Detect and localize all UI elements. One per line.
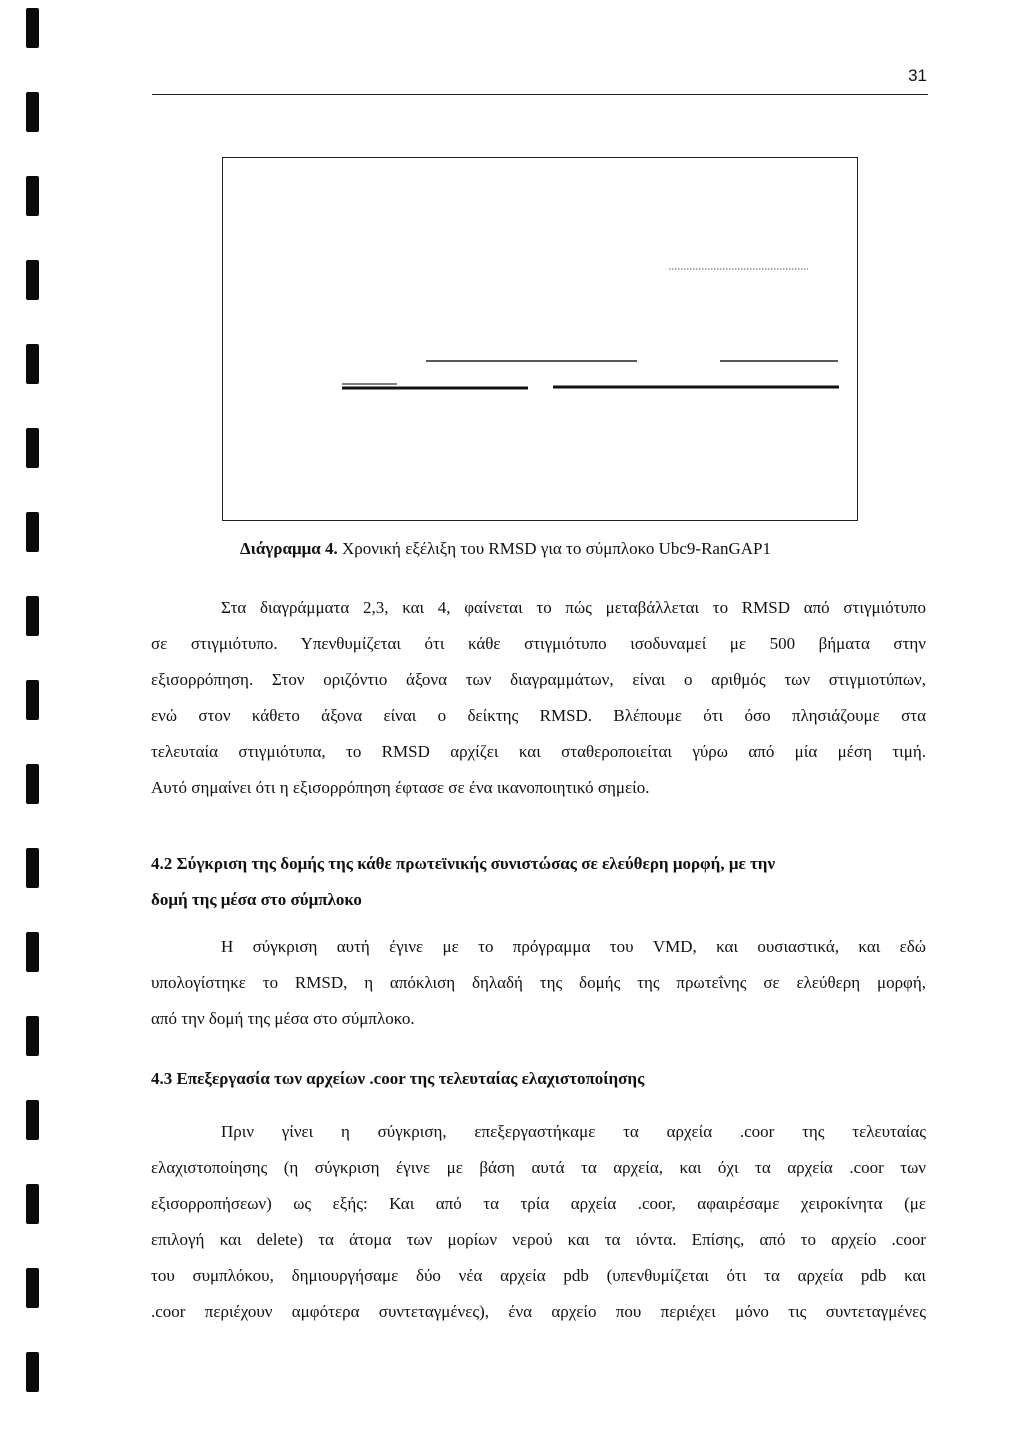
section-number: 4.3: [151, 1069, 173, 1088]
section-title-line1: Σύγκριση της δομής της κάθε πρωτεϊνικής συνιστώσας σε ελεύθερη μορφή, με την: [176, 854, 776, 873]
paragraph-line: Αυτό σημαίνει ότι η εξισορρόπηση έφτασε σε ένα ικανοποιητικό σημείο.: [151, 778, 650, 797]
section-4-3-heading: [151, 1061, 926, 1097]
header-rule: [152, 94, 928, 95]
caption-label: Διάγραμμα 4.: [240, 539, 338, 558]
paragraph-line: εξισορρόπηση. Στον οριζόντιο άξονα των διαγραμμάτων, είναι ο αριθμός των στιγμιοτύπων,: [151, 670, 926, 689]
binding-hole: [26, 512, 39, 552]
paragraph-line: εξισορροπήσεων) ως εξής: Και από τα τρία αρχεία .coor, αφαιρέσαμε χειροκίνητα (με: [151, 1194, 926, 1213]
binding-hole: [26, 680, 39, 720]
binding-hole: [26, 764, 39, 804]
figure-frame: [222, 157, 858, 521]
paragraph-vmd-comparison: [151, 929, 926, 1037]
paragraph-line: Στα διαγράμματα 2,3, και 4, φαίνεται το πώς μεταβάλλεται το RMSD από στιγμιότυπο: [221, 598, 926, 617]
binding-hole: [26, 1352, 39, 1392]
section-number: 4.2: [151, 854, 173, 873]
heading-line: [151, 1061, 926, 1097]
section-title: Επεξεργασία των αρχείων .coor της τελευταίας ελαχιστοποίησης: [176, 1069, 645, 1088]
binding-hole: [26, 428, 39, 468]
paragraph-line: .coor περιέχουν αμφότερα συντεταγμένες), ένα αρχείο που περιέχει μόνο τις συντεταγμένες: [151, 1302, 926, 1321]
paragraph-line: ελαχιστοποίησης (η σύγκριση έγινε με βάση αυτά τα αρχεία, και όχι τα αρχεία .coor των: [151, 1158, 926, 1177]
binding-hole: [26, 932, 39, 972]
paragraph-line: σε στιγμιότυπο. Υπενθυμίζεται ότι κάθε στιγμιότυπο ισοδυναμεί με 500 βήματα στην: [151, 634, 926, 653]
binding-hole: [26, 1100, 39, 1140]
binding-hole: [26, 1268, 39, 1308]
paragraph-line: από την δομή της μέσα στο σύμπλοκο.: [151, 1009, 415, 1028]
caption-text: Χρονική εξέλιξη του RMSD για το σύμπλοκο Ubc9-RanGAP1: [337, 539, 771, 558]
paragraph-line: ενώ στον κάθετο άξονα είναι ο δείκτης RMSD. Βλέπουμε ότι όσο πλησιάζουμε στα: [151, 706, 926, 725]
binding-hole: [26, 92, 39, 132]
heading-line: [151, 846, 926, 882]
figure-caption: [240, 538, 771, 560]
section-4-2-heading: [151, 846, 926, 918]
paragraph-rmsd-explanation: [151, 590, 926, 806]
paragraph-coor-processing: [151, 1114, 926, 1330]
paragraph-line: τελευταία στιγμιότυπα, το RMSD αρχίζει και σταθεροποιείται γύρω από μία μέση τιμή.: [151, 742, 926, 761]
page-number: 31: [908, 66, 927, 85]
binding-hole: [26, 8, 39, 48]
paragraph-line: Πριν γίνει η σύγκριση, επεξεργαστήκαμε τα αρχεία .coor της τελευταίας: [221, 1122, 926, 1141]
paragraph-line: του συμπλόκου, δημιουργήσαμε δύο νέα αρχεία pdb (υπενθυμίζεται ότι τα αρχεία pdb και: [151, 1266, 926, 1285]
paragraph-line: Η σύγκριση αυτή έγινε με το πρόγραμμα του VMD, και ουσιαστικά, και εδώ: [221, 937, 926, 956]
binding-hole: [26, 848, 39, 888]
paragraph-line: επιλογή και delete) τα άτομα των μορίων νερού και τα ιόντα. Επίσης, από το αρχείο .coor: [151, 1230, 926, 1249]
binding-hole: [26, 1184, 39, 1224]
section-title-line2: δομή της μέσα στο σύμπλοκο: [151, 890, 362, 909]
binding-hole: [26, 596, 39, 636]
binding-hole: [26, 176, 39, 216]
paragraph-line: υπολογίστηκε το RMSD, η απόκλιση δηλαδή της δομής της πρωτεΐνης σε ελεύθερη μορφή,: [151, 973, 926, 992]
binding-hole: [26, 344, 39, 384]
rmsd-chart: [223, 158, 857, 520]
binding-hole: [26, 260, 39, 300]
binding-holes: [26, 0, 40, 1444]
binding-hole: [26, 1016, 39, 1056]
